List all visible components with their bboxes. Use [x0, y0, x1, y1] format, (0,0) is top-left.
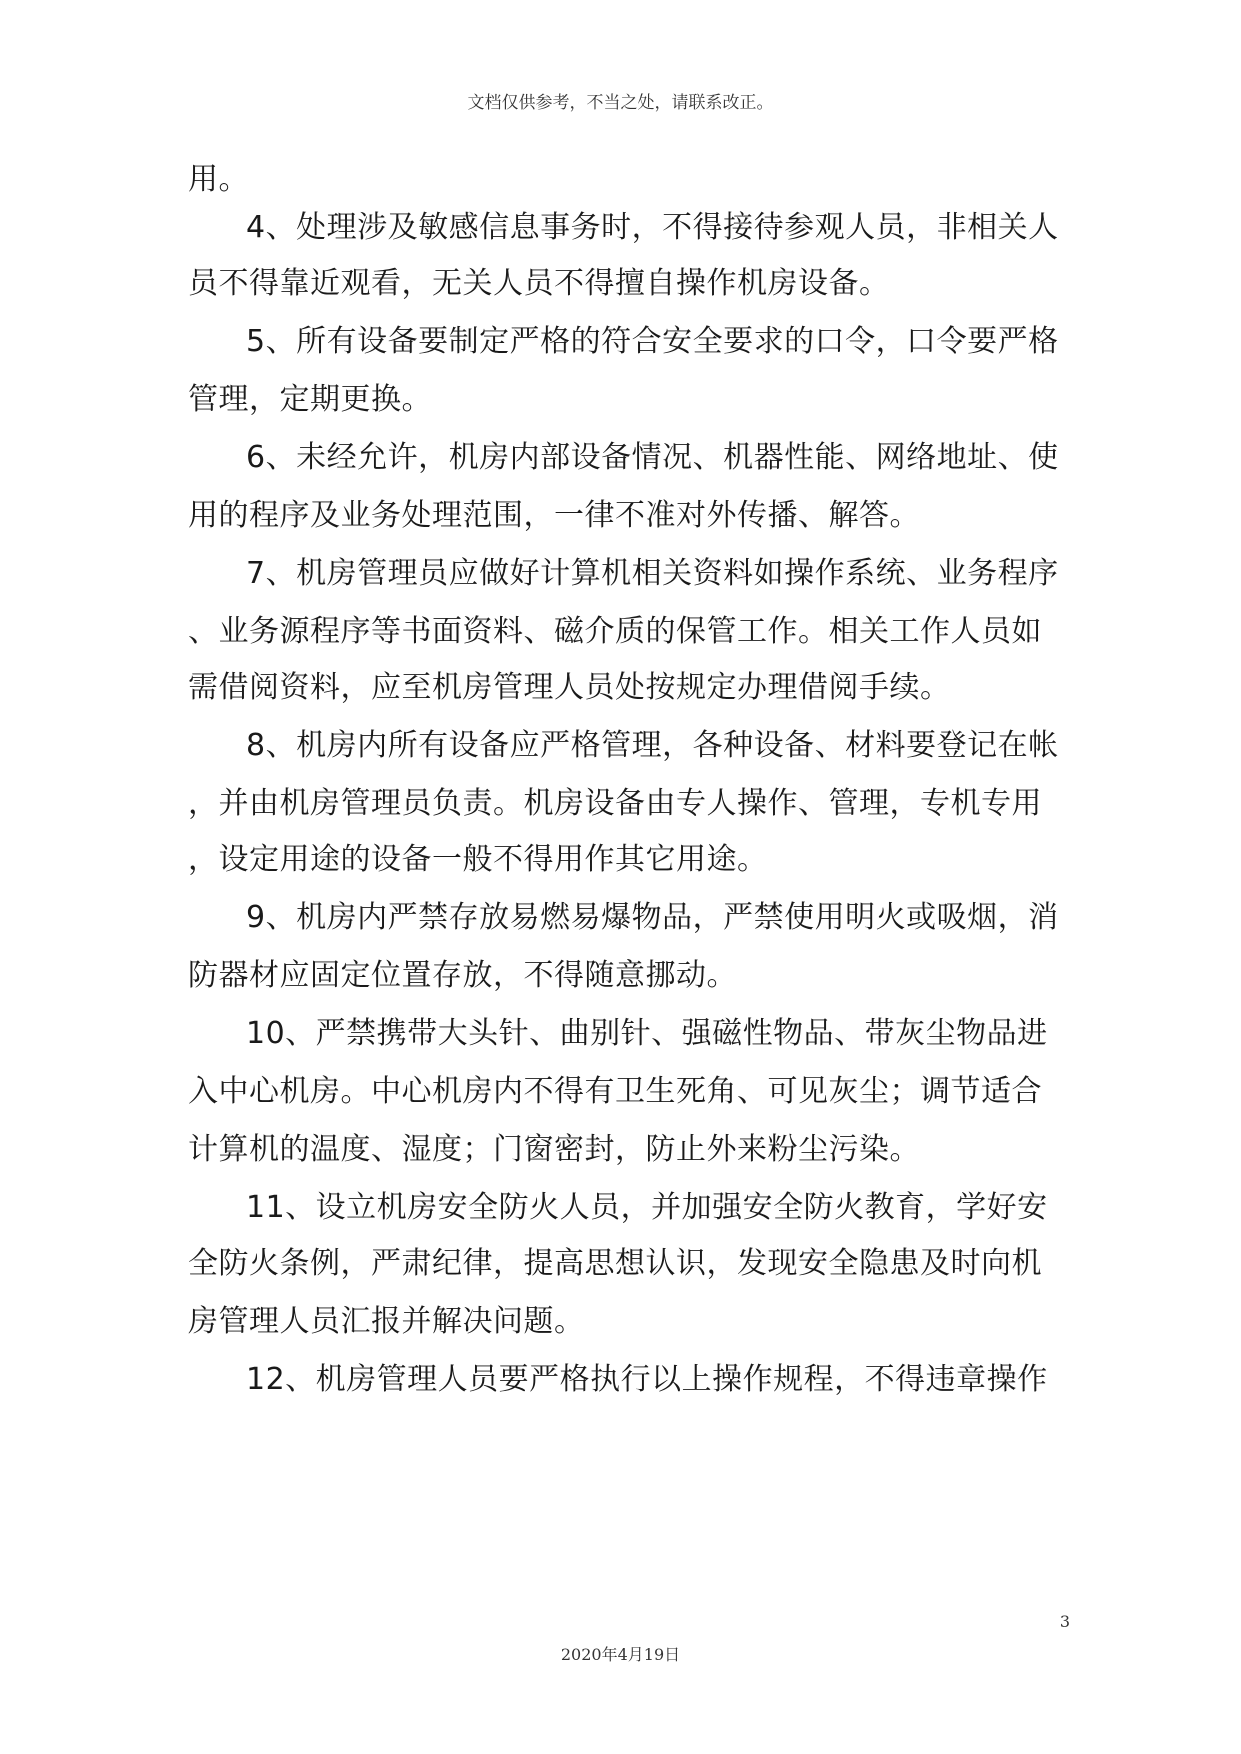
text-line: 12、机房管理人员要严格执行以上操作规程，不得违章操作: [246, 1362, 1048, 1397]
text-line: 员不得靠近观看，无关人员不得擅自操作机房设备。: [188, 266, 890, 301]
text-line: 5、所有设备要制定严格的符合安全要求的口令，口令要严格: [246, 324, 1059, 359]
text-line: 房管理人员汇报并解决问题。: [188, 1304, 585, 1339]
header-note: 文档仅供参考，不当之处，请联系改正。: [467, 93, 774, 113]
text-line: 入中心机房。中心机房内不得有卫生死角、可见灰尘；调节适合: [188, 1074, 1042, 1109]
text-line: 、业务源程序等书面资料、磁介质的保管工作。相关工作人员如: [188, 614, 1042, 649]
text-line: 全防火条例，严肃纪律，提高思想认识，发现安全隐患及时向机: [188, 1246, 1042, 1281]
text-line: ，并由机房管理员负责。机房设备由专人操作、管理，专机专用: [188, 786, 1042, 821]
text-line: 8、机房内所有设备应严格管理，各种设备、材料要登记在帐: [246, 728, 1059, 763]
text-line: 用。: [188, 162, 249, 197]
text-line: 10、严禁携带大头针、曲别针、强磁性物品、带灰尘物品进: [246, 1016, 1048, 1051]
text-line: 4、处理涉及敏感信息事务时，不得接待参观人员，非相关人: [246, 210, 1059, 245]
text-line: 11、设立机房安全防火人员，并加强安全防火教育，学好安: [246, 1190, 1048, 1225]
text-line: 计算机的温度、湿度；门窗密封，防止外来粉尘污染。: [188, 1132, 920, 1167]
text-line: 管理，定期更换。: [188, 382, 432, 417]
text-line: 防器材应固定位置存放，不得随意挪动。: [188, 958, 737, 993]
text-line: 用的程序及业务处理范围，一律不准对外传播、解答。: [188, 498, 920, 533]
text-line: 6、未经允许，机房内部设备情况、机器性能、网络地址、使: [246, 440, 1059, 475]
page-number: 3: [1059, 1612, 1070, 1631]
footer-date: 2020年4月19日: [560, 1645, 681, 1664]
text-line: 9、机房内严禁存放易燃易爆物品，严禁使用明火或吸烟，消: [246, 900, 1059, 935]
text-line: ，设定用途的设备一般不得用作其它用途。: [188, 842, 768, 877]
text-line: 7、机房管理员应做好计算机相关资料如操作系统、业务程序: [246, 556, 1059, 591]
text-line: 需借阅资料，应至机房管理人员处按规定办理借阅手续。: [188, 670, 951, 705]
